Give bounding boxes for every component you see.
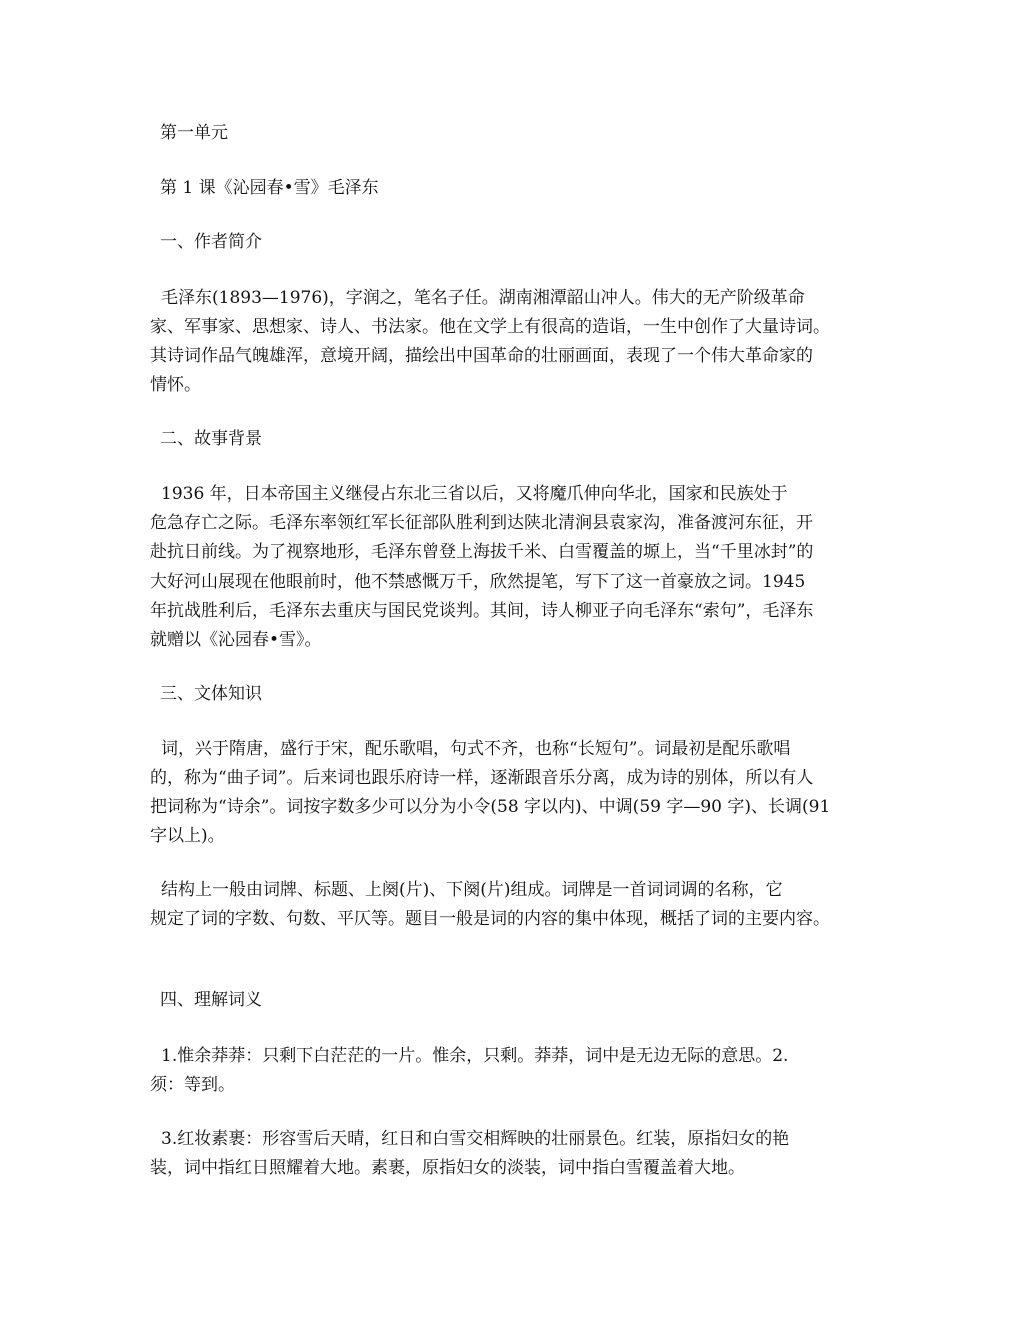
- paragraph-line: 赴抗日前线。为了视察地形，毛泽东曾登上海拔千米、白雪覆盖的塬上，当“千里冰封”的: [150, 542, 814, 562]
- paragraph-line: 家、军事家、思想家、诗人、书法家。他在文学上有很高的造诣，一生中创作了大量诗词。: [150, 317, 830, 337]
- paragraph-line: 的，称为“曲子词”。后来词也跟乐府诗一样，逐渐跟音乐分离，成为诗的别体，所以有人: [150, 768, 814, 788]
- paragraph-line: 装，词中指红日照耀着大地。素裹，原指妇女的淡装，词中指白雪覆盖着大地。: [150, 1158, 745, 1178]
- unit-title: 第一单元: [160, 123, 228, 143]
- paragraph-line: 1.惟余莽莽：只剩下白茫茫的一片。惟余，只剩。莽莽，词中是无边无际的意思。2.: [161, 1046, 789, 1066]
- section-heading-background: 二、故事背景: [160, 429, 262, 449]
- paragraph-line: 把词称为“诗余”。词按字数多少可以分为小令(58 字以内)、中调(59 字—90 字)、长调(91: [150, 797, 831, 817]
- paragraph-line: 1936 年，日本帝国主义继侵占东北三省以后，又将魔爪伸向华北，国家和民族处于: [161, 484, 788, 504]
- lesson-title: 第 1 课《沁园春•雪》毛泽东: [160, 178, 379, 198]
- paragraph-line: 就赠以《沁园春•雪》。: [150, 630, 322, 650]
- paragraph-line: 须：等到。: [150, 1075, 235, 1095]
- paragraph-line: 大好河山展现在他眼前时，他不禁感慨万千，欣然提笔，写下了这一首豪放之词。1945: [150, 572, 806, 592]
- paragraph-line: 结构上一般由词牌、标题、上阕(片)、下阕(片)组成。词牌是一首词词调的名称，它: [161, 880, 783, 900]
- section-heading-author: 一、作者简介: [160, 232, 262, 252]
- paragraph-line: 3.红妆素裹：形容雪后天晴，红日和白雪交相辉映的壮丽景色。红装，原指妇女的艳: [161, 1129, 790, 1149]
- paragraph-line: 词，兴于隋唐，盛行于宋，配乐歌唱，句式不齐，也称“长短句”。词最初是配乐歌唱: [161, 739, 791, 759]
- section-heading-genre: 三、文体知识: [160, 684, 262, 704]
- paragraph-line: 毛泽东(1893—1976)，字润之，笔名子任。湖南湘潭韶山冲人。伟大的无产阶级革命: [161, 288, 805, 308]
- paragraph-line: 危急存亡之际。毛泽东率领红军长征部队胜利到达陕北清涧县袁家沟，准备渡河东征，开: [150, 513, 813, 533]
- paragraph-line: 年抗战胜利后，毛泽东去重庆与国民党谈判。其间，诗人柳亚子向毛泽东“索句”，毛泽东: [150, 601, 814, 621]
- paragraph-line: 其诗词作品气魄雄浑，意境开阔，描绘出中国革命的壮丽画面，表现了一个伟大革命家的: [150, 346, 813, 366]
- paragraph-line: 字以上)。: [150, 826, 225, 846]
- section-heading-vocabulary: 四、理解词义: [160, 990, 262, 1010]
- paragraph-line: 情怀。: [150, 375, 201, 395]
- paragraph-line: 规定了词的字数、句数、平仄等。题目一般是词的内容的集中体现，概括了词的主要内容。: [150, 909, 830, 929]
